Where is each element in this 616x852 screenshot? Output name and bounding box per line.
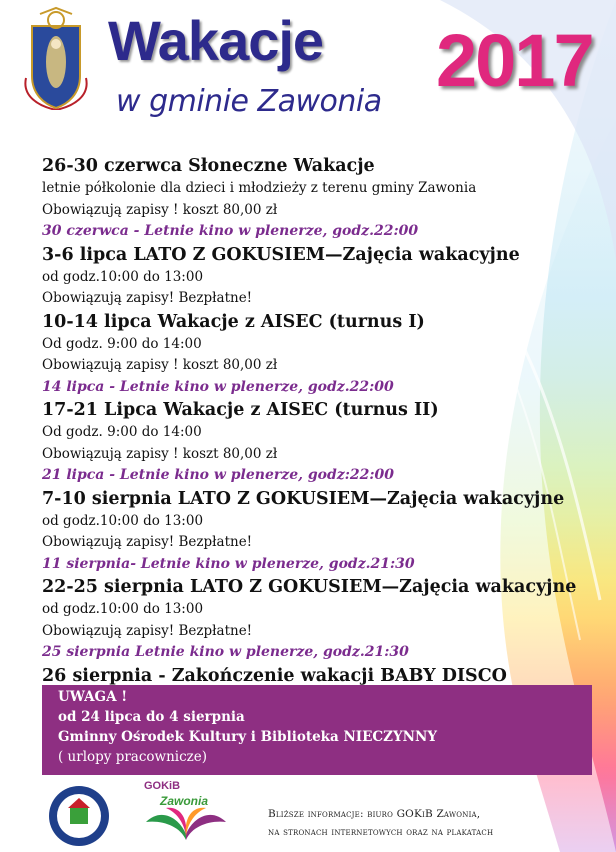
event-heading: 26 sierpnia - Zakończenie wakacji BABY DISCO <box>42 665 507 686</box>
event-detail: od godz.10:00 do 13:00 <box>42 268 204 285</box>
event-heading: 26-30 czerwca Słoneczne Wakacje <box>42 156 375 176</box>
subtitle: w gminie Zawonia <box>116 84 382 119</box>
cinema-event: 14 lipca - Letnie kino w plenerze, godz.22:00 <box>42 378 394 395</box>
cinema-event: 25 sierpnia Letnie kino w plenerze, godz.21:30 <box>42 644 409 660</box>
school-logo <box>40 784 118 848</box>
event-heading: 17-21 Lipca Wakacje z AISEC (turnus II) <box>42 400 439 420</box>
event-heading: 10-14 lipca Wakacje z AISEC (turnus I) <box>42 311 425 332</box>
event-detail: Od godz. 9:00 do 14:00 <box>42 424 202 440</box>
event-detail: Obowiązują zapisy ! koszt 80,00 zł <box>42 201 278 218</box>
event-detail: Obowiązują zapisy ! koszt 80,00 zł <box>42 357 278 373</box>
info-line-1: Bliższe informacje: biuro GOKiB Zawonia, <box>268 808 481 820</box>
event-heading: 3-6 lipca LATO Z GOKUSIEM—Zajęcia wakacyjne <box>42 244 520 265</box>
event-detail: Obowiązują zapisy! Bezpłatne! <box>42 534 253 550</box>
event-heading: 7-10 sierpnia LATO Z GOKUSIEM—Zajęcia wakacyjne <box>42 488 565 509</box>
notice-dates: od 24 lipca do 4 sierpnia <box>58 709 245 725</box>
event-heading: 22-25 sierpnia LATO Z GOKUSIEM—Zajęcia wakacyjne <box>42 577 577 597</box>
closure-notice <box>42 685 592 775</box>
info-line-2: na stronach internetowych oraz na plakatach <box>268 826 494 838</box>
event-list <box>42 154 602 688</box>
event-detail: Obowiązują zapisy! Bezpłatne! <box>42 622 253 639</box>
event-detail: Obowiązują zapisy ! koszt 80,00 zł <box>42 445 278 462</box>
notice-reason: ( urlopy pracownicze) <box>58 749 208 765</box>
cinema-event: 21 lipca - Letnie kino w plenerze, godz:22:00 <box>42 467 395 483</box>
notice-heading: UWAGA ! <box>58 689 128 705</box>
event-detail: od godz.10:00 do 13:00 <box>42 601 204 617</box>
event-detail: od godz.10:00 do 13:00 <box>42 512 204 529</box>
event-detail: Obowiązują zapisy! Bezpłatne! <box>42 290 253 306</box>
gokib-logo-name: GOKiB <box>144 780 181 792</box>
event-detail: Od godz. 9:00 do 14:00 <box>42 335 202 352</box>
gokib-logo-town: Zawonia <box>160 794 209 808</box>
main-title: Wakacje <box>108 9 324 72</box>
cinema-event: 30 czerwca - Letnie kino w plenerze, godz.22:00 <box>42 223 419 239</box>
year-title: 2017 <box>436 19 593 102</box>
notice-institution: Gminny Ośrodek Kultury i Biblioteka NIECZYNNY <box>58 729 437 745</box>
event-detail: letnie półkolonie dla dzieci i młodzieży z terenu gminy Zawonia <box>42 180 477 196</box>
cinema-event: 11 sierpnia- Letnie kino w plenerze, godz.21:30 <box>42 555 415 572</box>
coat-of-arms-logo <box>18 6 94 110</box>
